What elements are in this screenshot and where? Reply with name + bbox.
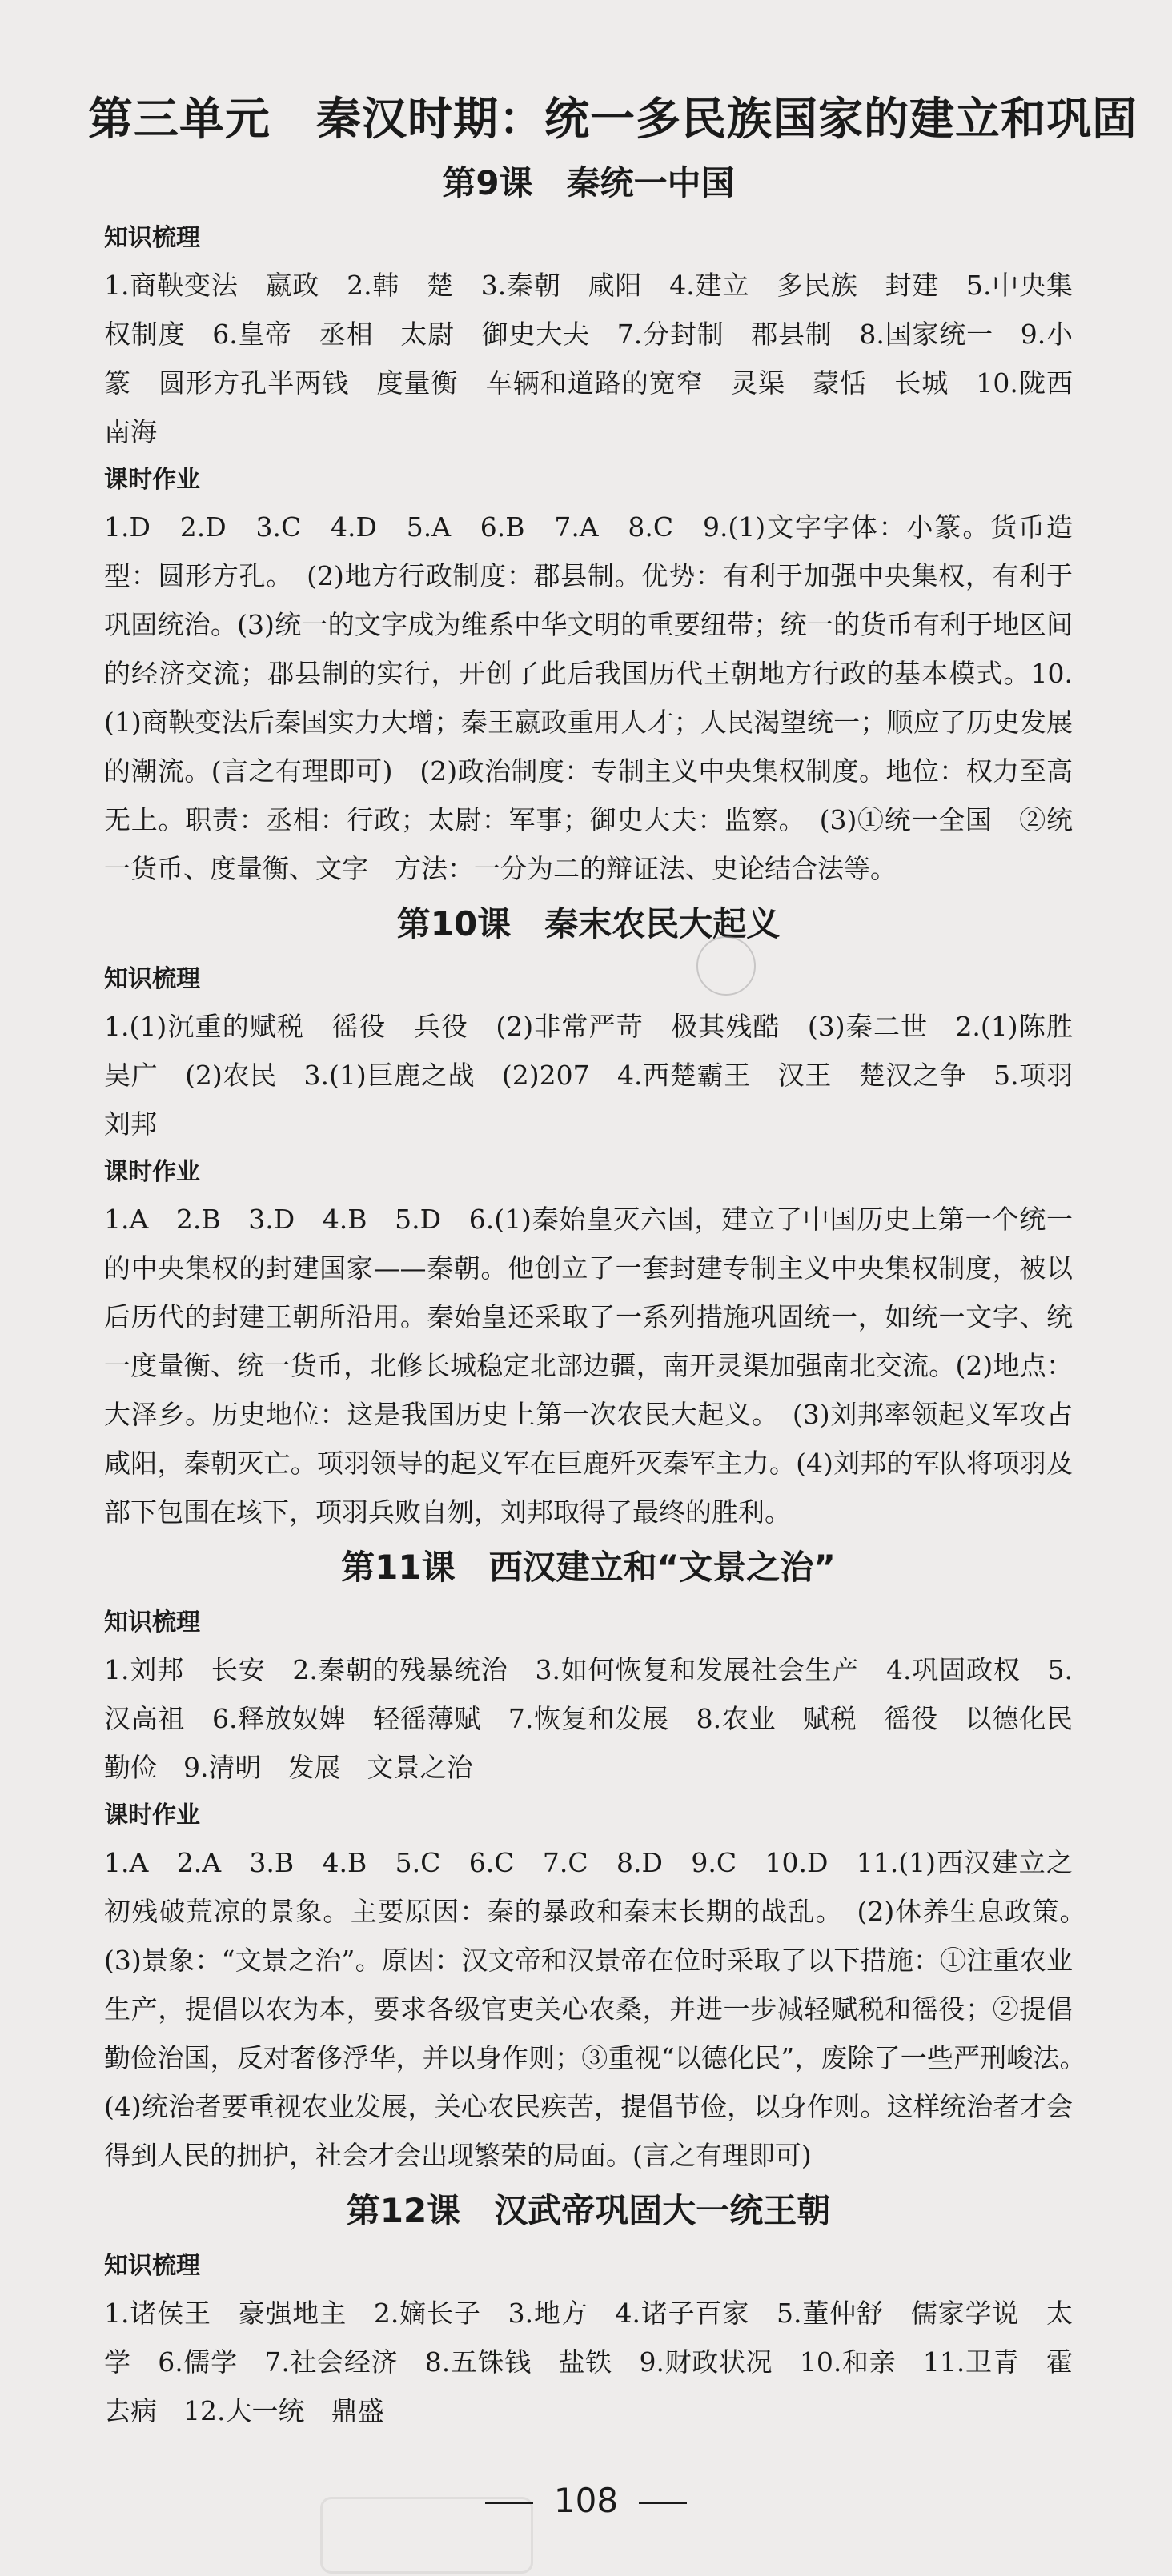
page-number: 108 bbox=[553, 2481, 619, 2520]
section-heading: 课时作业 bbox=[104, 1158, 200, 1186]
unit-title: 第三单元 秦汉时期：统一多民族国家的建立和巩固 bbox=[88, 94, 1138, 146]
section-heading: 知识梳理 bbox=[104, 1608, 200, 1637]
section-text: 1.商鞅变法 嬴政 2.韩 楚 3.秦朝 咸阳 4.建立 多民族 封建 5.中央集权制度 6.皇帝 丞相 太尉 御史大夫 7.分封制 郡县制 8.国家统一 9.小篆 圆形方孔半两钱 度量衡 车辆和道路的宽窄 灵渠 蒙恬 长城 10.陇西 南海 bbox=[104, 270, 1099, 447]
section-text: 1.诸侯王 豪强地主 2.嫡长子 3.地方 4.诸子百家 5.董仲舒 儒家学说 太学 6.儒学 7.社会经济 8.五铢钱 盐铁 9.财政状况 10.和亲 11.卫青 霍去病 12.大一统 鼎盛 bbox=[104, 2298, 1073, 2426]
lesson-title: 第9课 秦统一中国 bbox=[442, 163, 735, 202]
lesson-10 bbox=[104, 898, 1099, 1536]
section-heading: 课时作业 bbox=[104, 466, 200, 494]
seal-stamp bbox=[696, 936, 756, 996]
lesson-title: 第12课 汉武帝巩固大一统王朝 bbox=[346, 2191, 831, 2230]
lesson-9 bbox=[104, 157, 1099, 893]
footer-dash-left bbox=[485, 2502, 533, 2504]
section-heading: 知识梳理 bbox=[104, 2252, 200, 2280]
section-heading: 课时作业 bbox=[104, 1801, 200, 1829]
lesson-12 bbox=[104, 2185, 1073, 2435]
section-text: 1.刘邦 长安 2.秦朝的残暴统治 3.如何恢复和发展社会生产 4.巩固政权 5.汉高祖 6.释放奴婢 轻徭薄赋 7.恢复和发展 8.农业 赋税 徭役 以德化民 勤俭 9.清明 发展 文景之治 bbox=[104, 1654, 1099, 1783]
lesson-title: 第10课 秦末农民大起义 bbox=[396, 904, 781, 943]
answer-page bbox=[88, 88, 1138, 2435]
lesson-title: 第11课 西汉建立和“文景之治” bbox=[341, 1548, 836, 1587]
footer-dash-right bbox=[639, 2502, 687, 2504]
lesson-11 bbox=[104, 1541, 1099, 2180]
section-heading: 知识梳理 bbox=[104, 224, 200, 252]
section-text: 1.A 2.A 3.B 4.B 5.C 6.C 7.C 8.D 9.C 10.D 11.(1)西汉建立之初残破荒凉的景象。主要原因：秦的暴政和秦末长期的战乱。 (2)休养生息政策。 (3)景象：“文景之治”。原因：汉文帝和汉景帝在位时采取了以下措施：①注重农业生产，提倡以农为本，要求各级官吏关心农桑，并进一步减轻赋税和徭役；②提倡勤俭治国，反对奢侈浮华，并以身作则；③重视“以德化民”，废除了一些严刑峻法。 (4)统治者要重视农业发展，关心农民疾苦，提倡节俭，以身作则。这样统治者才会得到人民的拥护，社会才会出现繁荣的局面。(言之有理即可) bbox=[104, 1847, 1099, 2171]
section-text: 1.(1)沉重的赋税 徭役 兵役 (2)非常严苛 极其残酷 (3)秦二世 2.(1)陈胜 吴广 (2)农民 3.(1)巨鹿之战 (2)207 4.西楚霸王 汉王 楚汉之争 5.项羽 刘邦 bbox=[104, 1011, 1099, 1140]
section-heading: 知识梳理 bbox=[104, 965, 200, 993]
section-text: 1.A 2.B 3.D 4.B 5.D 6.(1)秦始皇灭六国，建立了中国历史上第一个统一的中央集权的封建国家——秦朝。他创立了一套封建专制主义中央集权制度，被以后历代的封建王朝所沿用。秦始皇还采取了一系列措施巩固统一，如统一文字、统一度量衡、统一货币，北修长城稳定北部边疆，南开灵渠加强南北交流。(2)地点：大泽乡。历史地位：这是我国历史上第一次农民大起义。 (3)刘邦率领起义军攻占咸阳，秦朝灭亡。项羽领导的起义军在巨鹿歼灭秦军主力。(4)刘邦的军队将项羽及部下包围在垓下，项羽兵败自刎，刘邦取得了最终的胜利。 bbox=[104, 1204, 1073, 1528]
page-number-footer bbox=[0, 2477, 1172, 2525]
section-text: 1.D 2.D 3.C 4.D 5.A 6.B 7.A 8.C 9.(1)文字字体：小篆。货币造型：圆形方孔。 (2)地方行政制度：郡县制。优势：有利于加强中央集权，有利于巩固统治。(3)统一的文字成为维系中华文明的重要纽带；统一的货币有利于地区间的经济交流；郡县制的实行，开创了此后我国历代王朝地方行政的基本模式。10.(1)商鞅变法后秦国实力大增；秦王嬴政重用人才；人民渴望统一；顺应了历史发展的潮流。(言之有理即可) (2)政治制度：专制主义中央集权制度。地位：权力至高无上。职责：丞相：行政；太尉：军事；御史大夫：监察。 (3)①统一全国 ②统一货币、度量衡、文字 方法：一分为二的辩证法、史论结合法等。 bbox=[104, 511, 1073, 884]
